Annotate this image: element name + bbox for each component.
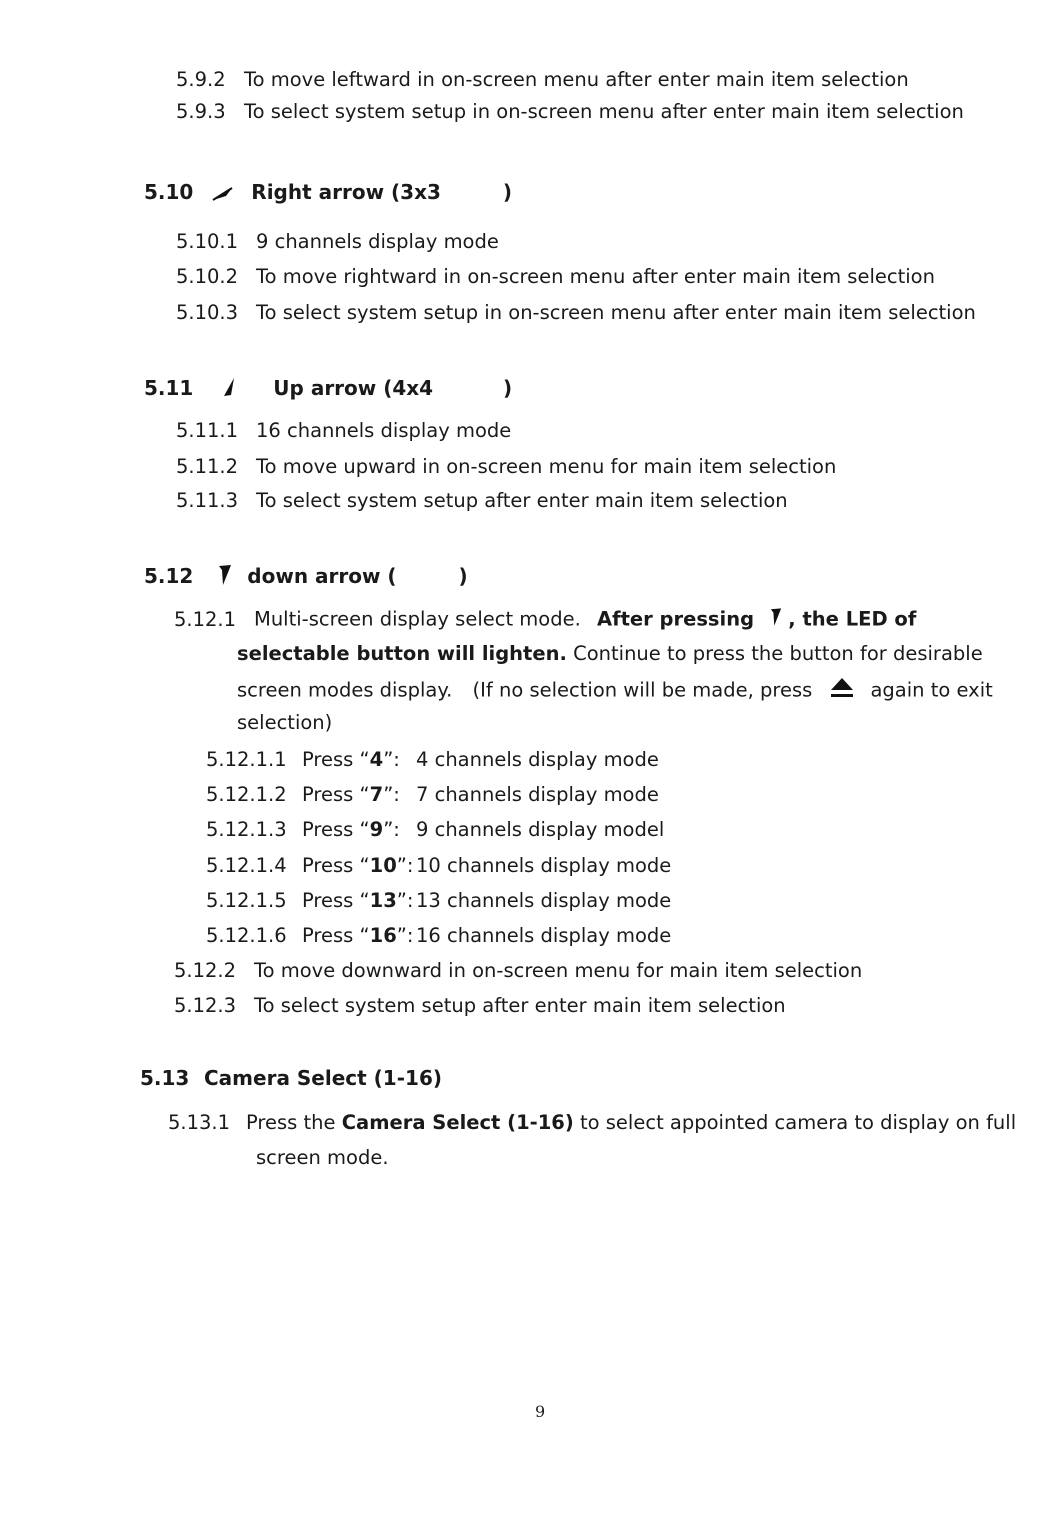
item-5-10-2: 5.10.2 To move rightward in on-screen menu after enter main item selection — [176, 265, 935, 288]
item-5-12-3: 5.12.3 To select system setup after enter main item selection — [174, 994, 786, 1017]
item-5-12-1-line3: screen modes display. (If no selection will be made, press again to exit — [237, 677, 993, 705]
item-5-12-1-line4: selection) — [237, 711, 333, 734]
item-5-9-2: 5.9.2 To move leftward in on-screen menu after enter main item selection — [176, 68, 909, 91]
section-heading-5-10: 5.10 Right arrow (3x3 ) — [144, 180, 512, 204]
item-5-11-1: 5.11.1 16 channels display mode — [176, 419, 512, 442]
item-5-9-3: 5.9.3 To select system setup in on-screen menu after enter main item selection — [176, 100, 964, 123]
mode-item: 5.12.1.4 Press “10”: 10 channels display mode — [206, 854, 672, 877]
page-number: 9 — [535, 1402, 546, 1421]
item-5-13-1: 5.13.1 Press the Camera Select (1-16) to select appointed camera to display on full — [168, 1111, 1017, 1134]
item-text: To move leftward in on-screen menu after enter main item selection — [244, 68, 909, 91]
up-arrow-icon — [222, 377, 236, 402]
right-arrow-icon — [212, 182, 234, 206]
mode-item: 5.12.1.2 Press “7”: 7 channels display mode — [206, 783, 659, 806]
item-5-13-1-line2: screen mode. — [256, 1146, 389, 1169]
item-5-10-3: 5.10.3 To select system setup in on-screen menu after enter main item selection — [176, 301, 976, 324]
item-5-12-1-line2: selectable button will lighten. Continue to press the button for desirable — [237, 642, 983, 665]
item-5-12-1: 5.12.1 Multi-screen display select mode. After pressing , the LED of — [174, 607, 916, 633]
item-text: To select system setup in on-screen menu after enter main item selection — [244, 100, 964, 123]
section-heading-5-13: 5.13 Camera Select (1-16) — [140, 1066, 442, 1090]
item-5-12-2: 5.12.2 To move downward in on-screen menu for main item selection — [174, 959, 863, 982]
down-arrow-icon — [218, 564, 232, 591]
section-heading-5-11: 5.11 Up arrow (4x4 ) — [144, 376, 513, 400]
mode-item: 5.12.1.6 Press “16”: 16 channels display mode — [206, 924, 672, 947]
down-arrow-icon — [770, 607, 782, 633]
mode-item: 5.12.1.1 Press “4”: 4 channels display mode — [206, 748, 659, 771]
item-5-11-2: 5.11.2 To move upward in on-screen menu for main item selection — [176, 455, 837, 478]
item-5-10-1: 5.10.1 9 channels display mode — [176, 230, 499, 253]
eject-icon — [830, 677, 854, 705]
mode-item: 5.12.1.5 Press “13”: 13 channels display mode — [206, 889, 672, 912]
item-5-11-3: 5.11.3 To select system setup after enter main item selection — [176, 489, 788, 512]
mode-item: 5.12.1.3 Press “9”: 9 channels display model — [206, 818, 665, 841]
section-heading-5-12: 5.12 down arrow ( ) — [144, 564, 468, 591]
